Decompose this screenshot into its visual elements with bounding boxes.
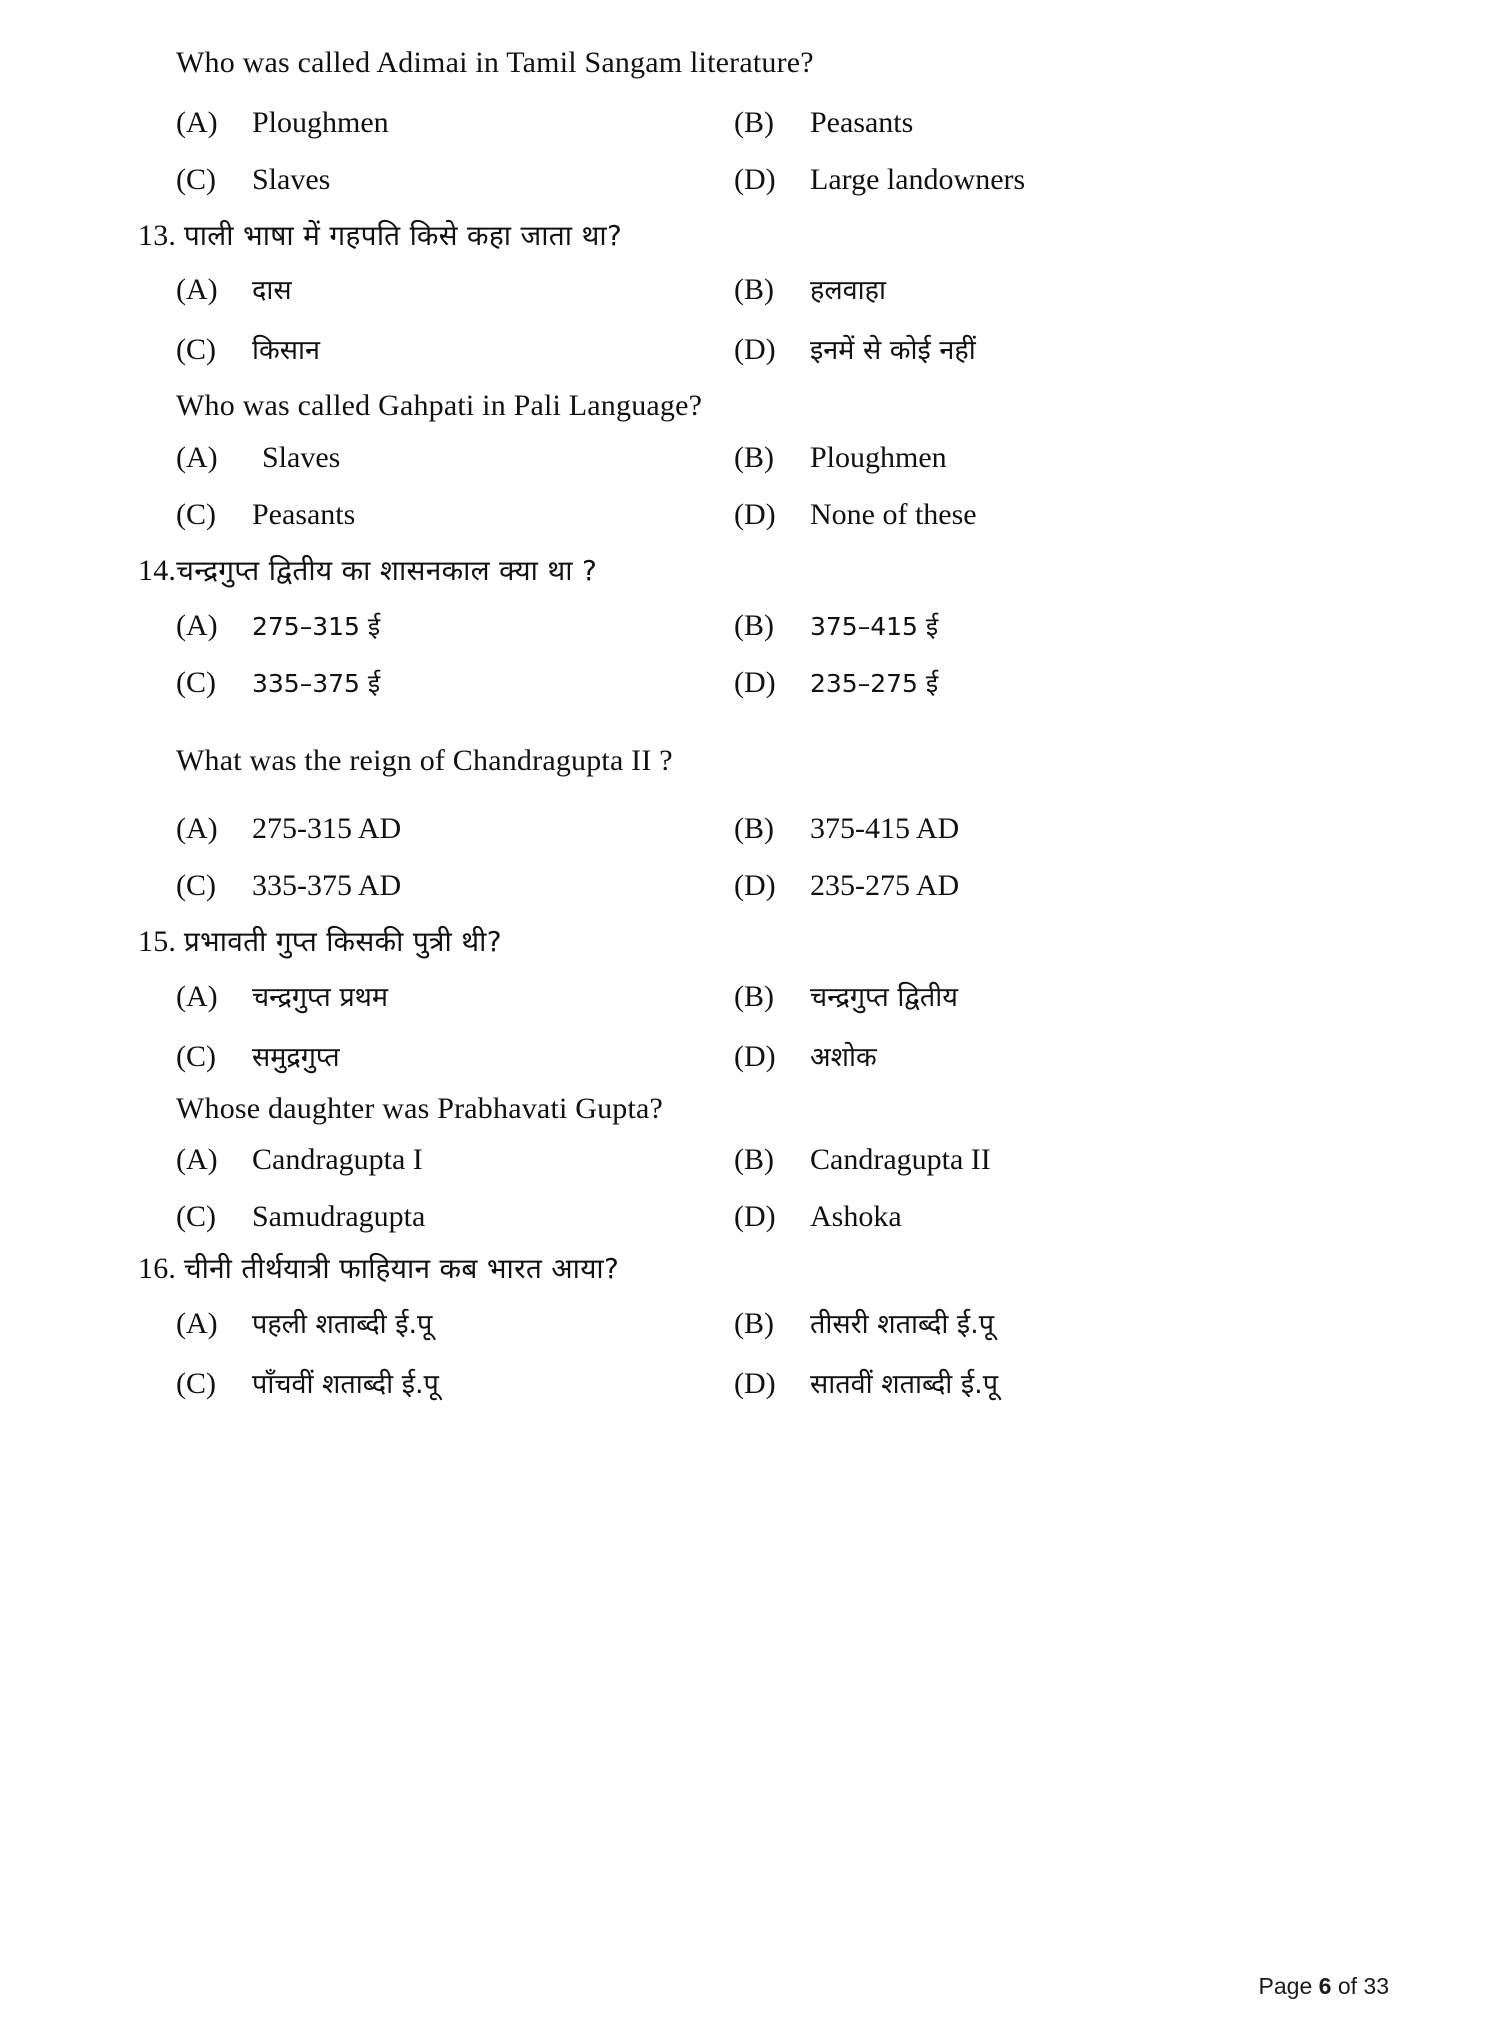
question-stem-q16-hindi	[138, 1252, 1308, 1286]
option-text: दास	[252, 275, 292, 307]
question-number: 15.	[138, 924, 177, 958]
option-key: (B)	[734, 609, 774, 643]
option-q16-c[interactable]	[176, 1364, 734, 1401]
option-text: 275-315 AD	[252, 811, 402, 845]
option-key: (B)	[734, 979, 774, 1013]
question-text-hindi: पाली भाषा में गहपति किसे कहा जाता था?	[183, 218, 623, 252]
question-number: 13.	[138, 218, 177, 252]
option-text: Candragupta II	[810, 1143, 991, 1177]
option-row-q14en-cd	[176, 869, 1346, 903]
option-text: समुद्रगुप्त	[252, 1041, 340, 1073]
option-key: (B)	[734, 1143, 774, 1177]
option-key: (C)	[176, 497, 216, 531]
option-key: (D)	[734, 333, 776, 367]
question-list	[138, 46, 1308, 1401]
option-row-q14-cd	[176, 666, 1346, 700]
question-stem-q14-english: What was the reign of Chandragupta II ?	[176, 744, 673, 778]
option-q15en-a[interactable]	[176, 1143, 734, 1177]
option-key: (A)	[176, 1143, 218, 1177]
option-q12-d[interactable]	[734, 163, 1294, 197]
page-total: 33	[1363, 1973, 1389, 1999]
option-key: (D)	[734, 1039, 776, 1073]
option-q14-d[interactable]	[734, 666, 1294, 700]
option-key: (A)	[176, 979, 218, 1013]
option-text: चन्द्रगुप्त द्वितीय	[810, 981, 958, 1013]
option-text: चन्द्रगुप्त प्रथम	[252, 981, 389, 1013]
question-stem-q15-english: Whose daughter was Prabhavati Gupta?	[176, 1091, 664, 1125]
option-text: Slaves	[252, 162, 331, 196]
option-row-q13-cd	[176, 330, 1346, 367]
option-text: सातवीं शताब्दी ई.पू	[810, 1368, 999, 1400]
option-key: (D)	[734, 162, 776, 196]
option-text: 235-275 AD	[810, 868, 960, 902]
option-key: (C)	[176, 1366, 216, 1400]
option-key: (A)	[176, 609, 218, 643]
option-text: Samudragupta	[252, 1200, 426, 1234]
option-q16-a[interactable]	[176, 1304, 734, 1341]
option-q15-c[interactable]	[176, 1037, 734, 1074]
option-key: (D)	[734, 666, 776, 700]
option-q14en-b[interactable]	[734, 812, 1294, 846]
option-row-q13en-cd	[176, 498, 1346, 532]
option-key: (D)	[734, 868, 776, 902]
option-key: (C)	[176, 1200, 216, 1234]
question-number: 16.	[138, 1252, 177, 1286]
option-q15en-b[interactable]	[734, 1143, 1294, 1177]
question-number: 14.	[138, 553, 177, 587]
page-footer	[1259, 1973, 1389, 2000]
option-row-q14en-ab	[176, 812, 1346, 846]
option-row-q12-ab	[176, 106, 1346, 140]
option-q13-a[interactable]	[176, 270, 734, 307]
option-row-q15-cd	[176, 1037, 1346, 1074]
option-text: अशोक	[810, 1041, 877, 1073]
option-key: (B)	[734, 1306, 774, 1340]
option-key: (C)	[176, 162, 216, 196]
option-text: 275–315 ई	[252, 612, 381, 642]
option-text: पहली शताब्दी ई.पू	[252, 1308, 433, 1340]
option-text: 335-375 AD	[252, 868, 402, 902]
option-key: (A)	[176, 1306, 218, 1340]
option-key: (B)	[734, 440, 774, 474]
option-row-q15en-cd	[176, 1200, 1346, 1234]
option-q14en-d[interactable]	[734, 869, 1294, 903]
option-q15-a[interactable]	[176, 977, 734, 1014]
option-text: 375-415 AD	[810, 811, 960, 845]
page-label-prefix: Page	[1258, 1973, 1313, 1999]
option-q13-d[interactable]	[734, 330, 1294, 367]
option-row-q16-ab	[176, 1304, 1346, 1341]
option-text: तीसरी शताब्दी ई.पू	[810, 1308, 995, 1340]
option-q13en-b[interactable]	[734, 441, 1294, 475]
question-stem-q13-hindi	[138, 219, 1308, 253]
question-stem-q14-hindi	[138, 554, 1308, 588]
option-key: (C)	[176, 868, 216, 902]
option-q14-c[interactable]	[176, 666, 734, 700]
option-text: Slaves	[262, 440, 341, 474]
page-number: 6	[1318, 1973, 1332, 1999]
option-q16-d[interactable]	[734, 1364, 1294, 1401]
option-text: Peasants	[810, 105, 914, 139]
question-text-hindi: चन्द्रगुप्त द्वितीय का शासनकाल क्या था ?	[176, 553, 598, 587]
option-q12-b[interactable]	[734, 106, 1294, 140]
option-q12-a[interactable]	[176, 106, 734, 140]
option-q13-b[interactable]	[734, 270, 1294, 307]
option-q14en-a[interactable]	[176, 812, 734, 846]
option-text: 375–415 ई	[810, 612, 939, 642]
option-text: Large landowners	[810, 162, 1026, 196]
option-row-q13en-ab	[176, 441, 1346, 475]
question-stem-q15-hindi	[138, 925, 1308, 959]
option-text: Ploughmen	[252, 105, 389, 139]
option-row-q12-cd	[176, 163, 1346, 197]
option-text: किसान	[252, 335, 320, 367]
option-q14-a[interactable]	[176, 609, 734, 643]
option-key: (B)	[734, 273, 774, 307]
option-q13en-a[interactable]	[176, 441, 734, 475]
option-key: (A)	[176, 440, 218, 474]
option-text: Ploughmen	[810, 440, 947, 474]
option-text: हलवाहा	[810, 275, 886, 307]
option-key: (D)	[734, 1366, 776, 1400]
option-key: (D)	[734, 1200, 776, 1234]
option-key: (D)	[734, 497, 776, 531]
option-row-q16-cd	[176, 1364, 1346, 1401]
option-q15-d[interactable]	[734, 1037, 1294, 1074]
option-q14-b[interactable]	[734, 609, 1294, 643]
page-label-middle: of	[1337, 1973, 1358, 1999]
option-text: None of these	[810, 497, 977, 531]
option-q13-c[interactable]	[176, 330, 734, 367]
option-key: (B)	[734, 811, 774, 845]
option-row-q13-ab	[176, 270, 1346, 307]
option-key: (A)	[176, 811, 218, 845]
question-stem-q12-english: Who was called Adimai in Tamil Sangam literature?	[176, 46, 814, 79]
option-row-q15en-ab	[176, 1143, 1346, 1177]
option-q13en-d[interactable]	[734, 498, 1294, 532]
option-q13en-c[interactable]	[176, 498, 734, 532]
option-text: Candragupta I	[252, 1143, 423, 1177]
option-key: (A)	[176, 105, 218, 139]
question-stem-q13-english: Who was called Gahpati in Pali Language?	[176, 389, 703, 423]
option-q15en-c[interactable]	[176, 1200, 734, 1234]
option-key: (C)	[176, 666, 216, 700]
option-text: 335–375 ई	[252, 669, 381, 699]
option-text: Peasants	[252, 497, 356, 531]
option-text: Ashoka	[810, 1200, 902, 1234]
option-q16-b[interactable]	[734, 1304, 1294, 1341]
option-row-q14-ab	[176, 609, 1346, 643]
option-key: (A)	[176, 273, 218, 307]
option-q15en-d[interactable]	[734, 1200, 1294, 1234]
option-q15-b[interactable]	[734, 977, 1294, 1014]
option-text: 235–275 ई	[810, 669, 939, 699]
option-q12-c[interactable]	[176, 163, 734, 197]
option-key: (C)	[176, 333, 216, 367]
question-text-hindi: चीनी तीर्थयात्री फाहियान कब भारत आया?	[183, 1252, 620, 1286]
question-text-hindi: प्रभावती गुप्त किसकी पुत्री थी?	[183, 924, 502, 958]
option-key: (C)	[176, 1039, 216, 1073]
option-text: पाँचवीं शताब्दी ई.पू	[252, 1368, 439, 1400]
option-text: इनमें से कोई नहीं	[810, 335, 976, 367]
option-key: (B)	[734, 105, 774, 139]
option-q14en-c[interactable]	[176, 869, 734, 903]
option-row-q15-ab	[176, 977, 1346, 1014]
